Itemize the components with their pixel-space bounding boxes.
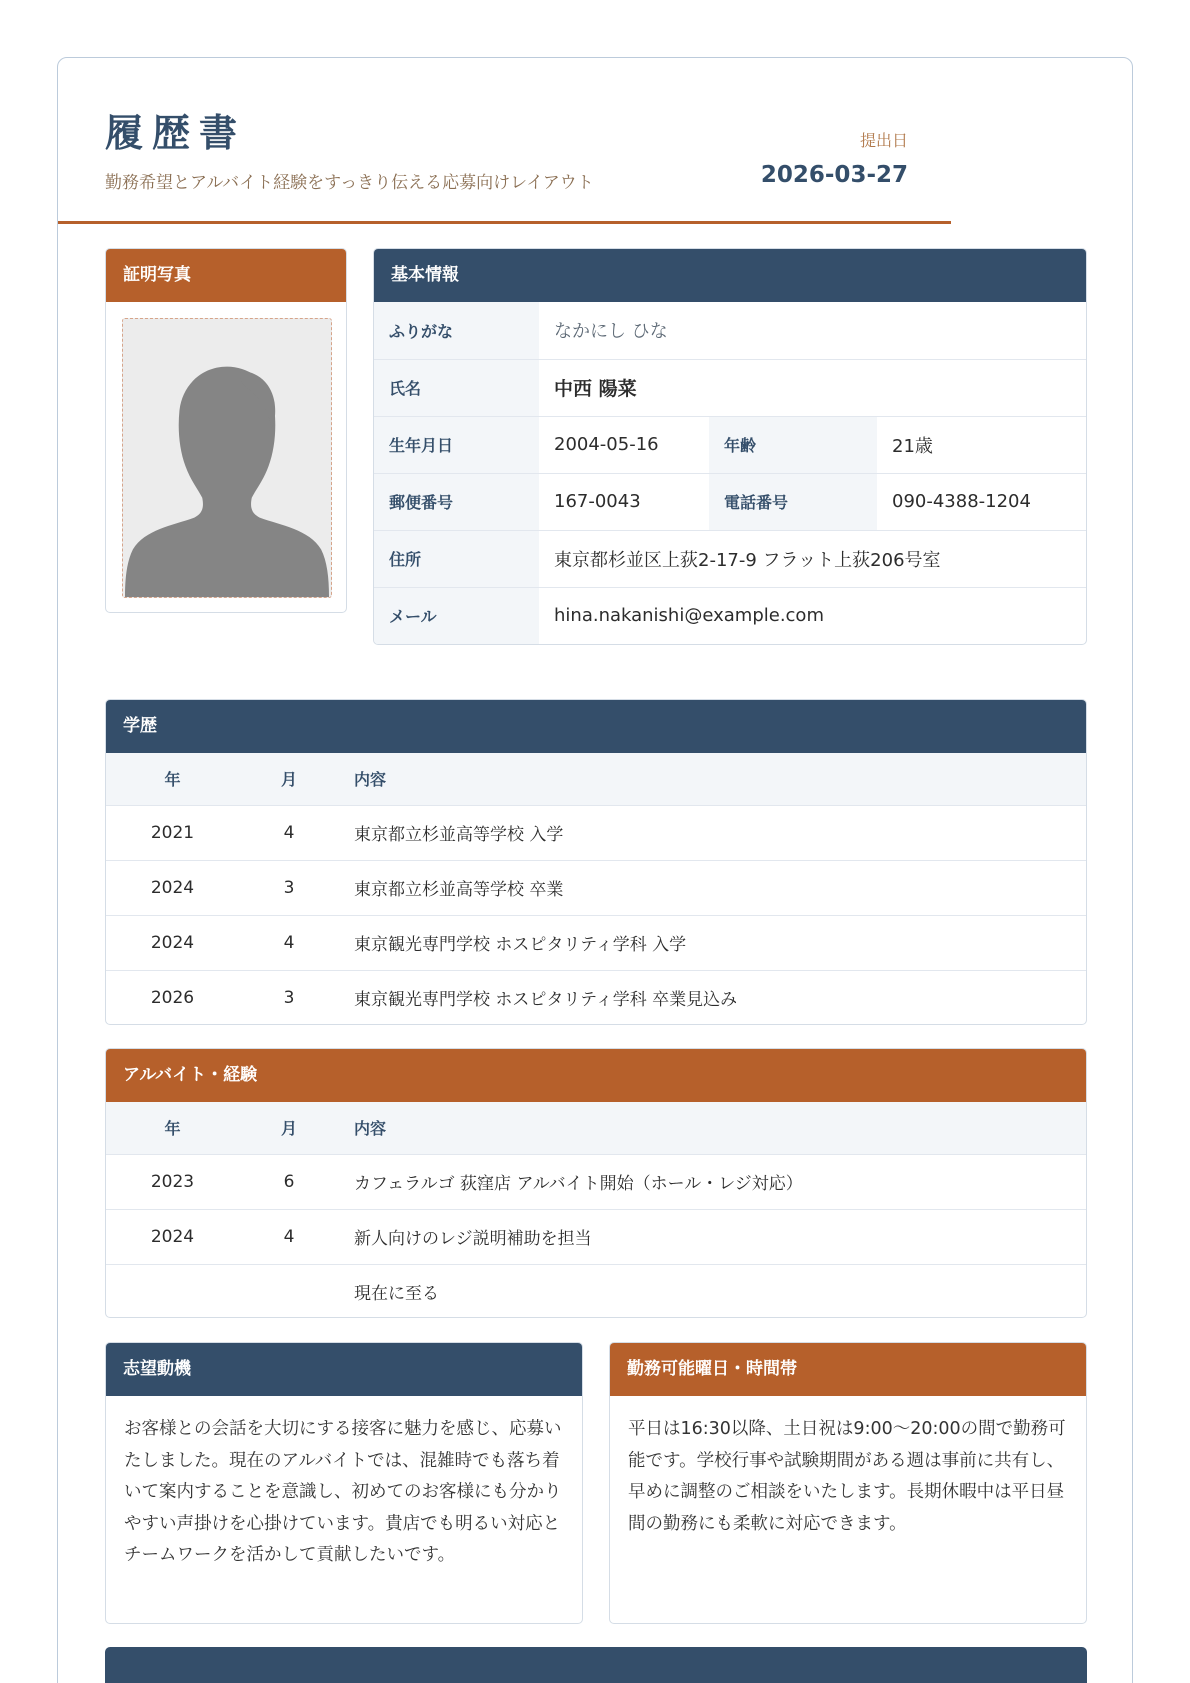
content-cell: カフェラルゴ 荻窪店 アルバイト開始（ホール・レジ対応） bbox=[354, 1174, 803, 1194]
availability-heading: 勤務可能曜日・時間帯 bbox=[610, 1343, 1086, 1396]
table-row bbox=[106, 805, 1086, 860]
month-cell bbox=[239, 1264, 339, 1318]
year-cell: 2024 bbox=[106, 860, 239, 915]
year-cell: 2026 bbox=[106, 970, 239, 1025]
email-value: hina.nakanishi@example.com bbox=[539, 587, 1086, 644]
info-row-furigana bbox=[374, 302, 1086, 359]
content-cell: 東京観光専門学校 ホスピタリティ学科 入学 bbox=[339, 915, 1086, 970]
photo-panel bbox=[105, 248, 347, 613]
birth-label: 生年月日 bbox=[374, 416, 539, 473]
year-cell: 2024 bbox=[106, 915, 239, 970]
experience-panel bbox=[105, 1048, 1087, 1318]
month-cell: 4 bbox=[239, 915, 339, 970]
info-row-postal-phone bbox=[374, 473, 1086, 530]
name-value: 中西 陽菜 bbox=[539, 359, 1086, 416]
submission-date-label: 提出日 bbox=[859, 131, 908, 150]
availability-panel bbox=[609, 1342, 1087, 1624]
basic-info-panel bbox=[373, 248, 1087, 645]
year-cell bbox=[106, 1264, 239, 1318]
content-cell: 現在に至る bbox=[339, 1264, 1086, 1318]
table-row bbox=[106, 915, 1086, 970]
table-row bbox=[106, 1209, 1086, 1264]
person-silhouette-icon bbox=[123, 319, 331, 597]
content-cell: 東京都立杉並高等学校 入学 bbox=[354, 825, 564, 845]
resume-header bbox=[58, 58, 1132, 228]
column-header-year: 年 bbox=[106, 753, 239, 805]
postal-value: 167-0043 bbox=[539, 473, 709, 530]
motivation-panel bbox=[105, 1342, 583, 1624]
submission-date-value: 2026-03-27 bbox=[760, 162, 908, 188]
year-cell: 2021 bbox=[150, 822, 195, 843]
email-label: メール bbox=[374, 587, 539, 644]
photo-panel-heading: 証明写真 bbox=[106, 249, 346, 302]
next-section-panel bbox=[105, 1647, 1087, 1683]
address-value: 東京都杉並区上荻2-17-9 フラット上荻206号室 bbox=[539, 530, 1086, 587]
name-label: 氏名 bbox=[374, 359, 539, 416]
info-row-birth-age bbox=[374, 416, 1086, 473]
header-divider bbox=[58, 221, 951, 224]
phone-label: 電話番号 bbox=[709, 473, 877, 530]
content-cell: 東京観光専門学校 ホスピタリティ学科 卒業見込み bbox=[339, 970, 1086, 1025]
year-cell: 2024 bbox=[106, 1209, 239, 1264]
basic-info-table bbox=[374, 302, 1086, 644]
month-cell: 4 bbox=[283, 822, 295, 843]
id-photo-placeholder[interactable] bbox=[122, 318, 332, 598]
column-header-year: 年 bbox=[106, 1102, 239, 1154]
education-header-row bbox=[106, 753, 1086, 805]
month-cell: 3 bbox=[239, 860, 339, 915]
motivation-body: お客様との会話を大切にする接客に魅力を感じ、応募いたしました。現在のアルバイトでは、混雑時でも落ち着いて案内することを意識し、初めてのお客様にも分かりやすい声掛けを心掛けています。貴店でも明るい対応とチームワークを活かして貢献したいです。 bbox=[124, 1419, 562, 1565]
phone-value: 090-4388-1204 bbox=[877, 473, 1086, 530]
education-heading: 学歴 bbox=[106, 700, 1086, 753]
info-row-email bbox=[374, 587, 1086, 644]
address-label: 住所 bbox=[374, 530, 539, 587]
resume-sheet bbox=[57, 57, 1133, 1683]
furigana-label: ふりがな bbox=[374, 302, 539, 359]
content-cell: 新人向けのレジ説明補助を担当 bbox=[339, 1209, 1086, 1264]
education-panel bbox=[105, 699, 1087, 1025]
page-title: 履歴書 bbox=[105, 111, 247, 155]
postal-label: 郵便番号 bbox=[374, 473, 539, 530]
month-cell: 3 bbox=[239, 970, 339, 1025]
birth-value: 2004-05-16 bbox=[539, 416, 709, 473]
education-table bbox=[106, 753, 1086, 1025]
year-cell: 2023 bbox=[150, 1171, 195, 1192]
month-cell: 4 bbox=[239, 1209, 339, 1264]
column-header-content: 内容 bbox=[339, 1102, 1086, 1154]
content-cell: 東京都立杉並高等学校 卒業 bbox=[339, 860, 1086, 915]
motivation-heading: 志望動機 bbox=[106, 1343, 582, 1396]
table-row bbox=[106, 1154, 1086, 1209]
month-cell: 6 bbox=[283, 1171, 295, 1192]
next-section-heading bbox=[105, 1647, 1087, 1683]
info-row-address bbox=[374, 530, 1086, 587]
furigana-value: なかにし ひな bbox=[554, 321, 668, 343]
basic-info-heading: 基本情報 bbox=[374, 249, 1086, 302]
page-subtitle: 勤務希望とアルバイト経験をすっきり伝える応募向けレイアウト bbox=[105, 173, 594, 193]
experience-table bbox=[106, 1102, 1086, 1318]
availability-body: 平日は16:30以降、土日祝は9:00〜20:00の間で勤務可能です。学校行事や試験期間がある週は事前に共有し、早めに調整のご相談をいたします。長期休暇中は平日昼間の勤務にも柔軟に対応できます。 bbox=[628, 1419, 1066, 1534]
experience-header-row bbox=[106, 1102, 1086, 1154]
table-row bbox=[106, 970, 1086, 1025]
age-value: 21歳 bbox=[877, 416, 1086, 473]
age-label: 年齢 bbox=[709, 416, 877, 473]
column-header-content: 内容 bbox=[339, 753, 1086, 805]
table-row bbox=[106, 860, 1086, 915]
table-row bbox=[106, 1264, 1086, 1318]
experience-heading: アルバイト・経験 bbox=[106, 1049, 1086, 1102]
info-row-name bbox=[374, 359, 1086, 416]
column-header-month: 月 bbox=[239, 753, 339, 805]
column-header-month: 月 bbox=[239, 1102, 339, 1154]
